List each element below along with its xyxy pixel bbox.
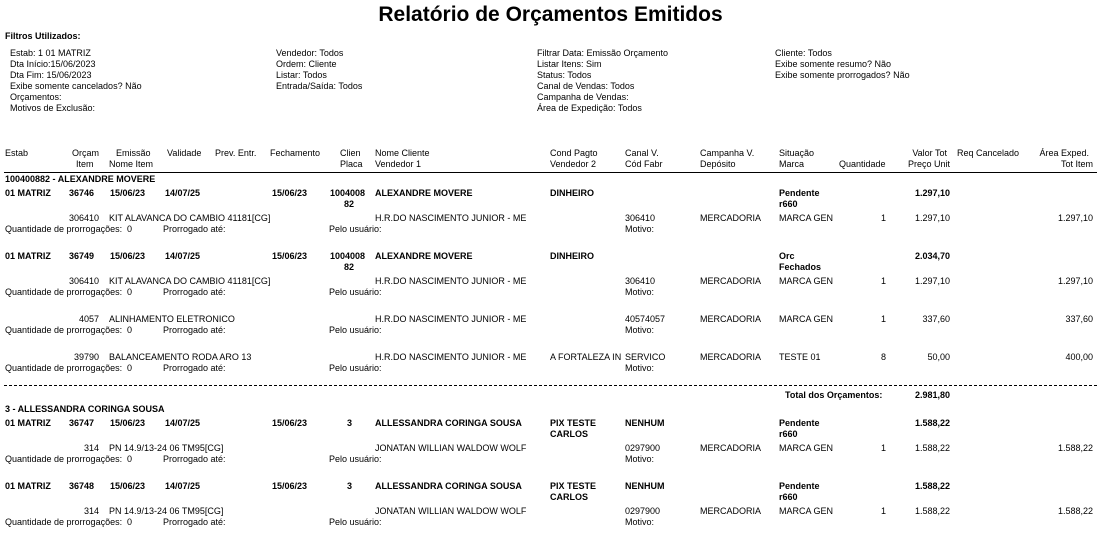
quote-emissao: 15/06/23 bbox=[110, 251, 146, 261]
item-deposito: MERCADORIA bbox=[700, 352, 762, 362]
quote-placa: 82 bbox=[344, 262, 355, 272]
pelo-usuario-label: Pelo usuário: bbox=[329, 454, 382, 464]
quote-estab: 01 MATRIZ bbox=[5, 188, 51, 198]
prorrogado-ate-label: Prorrogado até: bbox=[163, 363, 226, 373]
filter-line: Campanha de Vendas: bbox=[537, 92, 629, 102]
quote-cond-pagto: PIX TESTE bbox=[550, 418, 597, 428]
item-marca: TESTE 01 bbox=[779, 352, 821, 362]
motivo-label: Motivo: bbox=[625, 287, 655, 297]
item-code: 39790 bbox=[73, 352, 99, 362]
header-vendedor2: Vendedor 2 bbox=[550, 159, 597, 169]
item-cod-fabr: 0297900 bbox=[625, 443, 661, 453]
prorrog-count: 0 bbox=[127, 325, 133, 335]
quote-number: 36749 bbox=[69, 251, 95, 261]
filter-line: Entrada/Saída: Todos bbox=[276, 81, 363, 91]
quote-total-value: 1.588,22 bbox=[914, 481, 950, 491]
prorrog-label: Quantidade de prorrogações: bbox=[5, 454, 123, 464]
quote-validade: 14/07/25 bbox=[165, 418, 201, 428]
motivo-label: Motivo: bbox=[625, 517, 655, 527]
quote-client-code: 3 bbox=[347, 481, 353, 491]
prorrogado-ate-label: Prorrogado até: bbox=[163, 325, 226, 335]
header-quantidade: Quantidade bbox=[839, 159, 886, 169]
quote-estab: 01 MATRIZ bbox=[5, 481, 51, 491]
quote-cond-pagto-2: CARLOS bbox=[550, 492, 588, 502]
quote-client-code: 3 bbox=[347, 418, 353, 428]
item-cod-fabr: 0297900 bbox=[625, 506, 661, 516]
filter-line: Orçamentos: bbox=[10, 92, 62, 102]
quote-cond-pagto: DINHEIRO bbox=[550, 251, 595, 261]
header-valor-tot: Valor Tot bbox=[912, 148, 947, 158]
quote-number: 36746 bbox=[69, 188, 95, 198]
pelo-usuario-label: Pelo usuário: bbox=[329, 325, 382, 335]
item-code: 306410 bbox=[68, 213, 99, 223]
item-deposito: MERCADORIA bbox=[700, 506, 762, 516]
header-canal: Canal V. bbox=[625, 148, 659, 158]
item-vendedor: JONATAN WILLIAN WALDOW WOLF bbox=[375, 506, 527, 516]
client-group-heading: 3 - ALLESSANDRA CORINGA SOUSA bbox=[5, 404, 165, 414]
item-cod-fabr: 306410 bbox=[625, 213, 656, 223]
header-fechamento: Fechamento bbox=[270, 148, 321, 158]
header-divider bbox=[4, 172, 1097, 173]
item-total: 400,00 bbox=[1065, 352, 1093, 362]
item-total: 1.588,22 bbox=[1057, 506, 1093, 516]
item-total: 337,60 bbox=[1065, 314, 1093, 324]
item-unit-price: 1.588,22 bbox=[914, 443, 950, 453]
quote-canal: NENHUM bbox=[625, 481, 665, 491]
filter-line: Listar: Todos bbox=[276, 70, 327, 80]
item-code: 306410 bbox=[68, 276, 99, 286]
item-unit-price: 1.588,22 bbox=[914, 506, 950, 516]
item-deposito: MERCADORIA bbox=[700, 213, 762, 223]
quote-client-code: 1004008 bbox=[330, 251, 366, 261]
item-cod-fabr: SERVICO bbox=[625, 352, 666, 362]
header-prev-entr: Prev. Entr. bbox=[215, 148, 257, 158]
quote-fechamento: 15/06/23 bbox=[272, 481, 308, 491]
item-quantity: 8 bbox=[880, 352, 886, 362]
quote-status: Orc bbox=[779, 251, 795, 261]
filter-line: Canal de Vendas: Todos bbox=[537, 81, 635, 91]
quote-estab: 01 MATRIZ bbox=[5, 418, 51, 428]
quote-emissao: 15/06/23 bbox=[110, 188, 146, 198]
item-code: 314 bbox=[83, 443, 99, 453]
header-nome-item: Nome Item bbox=[109, 159, 154, 169]
pelo-usuario-label: Pelo usuário: bbox=[329, 287, 382, 297]
filter-line: Cliente: Todos bbox=[775, 48, 832, 58]
item-deposito: MERCADORIA bbox=[700, 443, 762, 453]
quote-fechamento: 15/06/23 bbox=[272, 251, 308, 261]
item-cod-fabr: 306410 bbox=[625, 276, 656, 286]
motivo-label: Motivo: bbox=[625, 454, 655, 464]
prorrog-count: 0 bbox=[127, 517, 133, 527]
filter-line: Ordem: Cliente bbox=[276, 59, 337, 69]
pelo-usuario-label: Pelo usuário: bbox=[329, 224, 382, 234]
prorrog-count: 0 bbox=[127, 363, 133, 373]
item-marca: MARCA GEN bbox=[779, 213, 834, 223]
quote-canal: NENHUM bbox=[625, 418, 665, 428]
header-campanha: Campanha V. bbox=[700, 148, 755, 158]
quote-status: Pendente bbox=[779, 481, 820, 491]
item-vendedor: H.R.DO NASCIMENTO JUNIOR - ME bbox=[375, 276, 527, 286]
filters-heading: Filtros Utilizados: bbox=[5, 31, 81, 41]
report-title: Relatório de Orçamentos Emitidos bbox=[378, 3, 723, 26]
quote-status-2: r660 bbox=[779, 199, 798, 209]
item-vendedor: H.R.DO NASCIMENTO JUNIOR - ME bbox=[375, 213, 527, 223]
quote-cond-pagto: DINHEIRO bbox=[550, 188, 595, 198]
quote-status: Pendente bbox=[779, 188, 820, 198]
item-unit-price: 1.297,10 bbox=[914, 276, 950, 286]
prorrogado-ate-label: Prorrogado até: bbox=[163, 224, 226, 234]
filter-line: Exibe somente resumo? Não bbox=[775, 59, 892, 69]
motivo-label: Motivo: bbox=[625, 363, 655, 373]
prorrog-label: Quantidade de prorrogações: bbox=[5, 517, 123, 527]
prorrog-count: 0 bbox=[127, 454, 133, 464]
filter-line: Dta Fim: 15/06/2023 bbox=[10, 70, 92, 80]
header-area-exped: Área Exped. bbox=[1039, 148, 1089, 158]
quote-cond-pagto-2: CARLOS bbox=[550, 429, 588, 439]
item-name: BALANCEAMENTO RODA ARO 13 bbox=[109, 352, 252, 362]
quote-client-code: 1004008 bbox=[330, 188, 366, 198]
item-unit-price: 1.297,10 bbox=[914, 213, 950, 223]
header-req-cancelado: Req Cancelado bbox=[957, 148, 1020, 158]
quote-emissao: 15/06/23 bbox=[110, 418, 146, 428]
item-deposito: MERCADORIA bbox=[700, 276, 762, 286]
quote-fechamento: 15/06/23 bbox=[272, 418, 308, 428]
header-placa: Placa bbox=[340, 159, 363, 169]
header-orcam: Orçam bbox=[72, 148, 99, 158]
header-estab: Estab bbox=[5, 148, 29, 158]
item-total: 1.297,10 bbox=[1057, 276, 1093, 286]
group-total-value: 2.981,80 bbox=[914, 390, 950, 400]
header-situacao: Situação bbox=[779, 148, 815, 158]
filter-line: Estab: 1 01 MATRIZ bbox=[10, 48, 91, 58]
item-name: KIT ALAVANCA DO CAMBIO 41181[CG] bbox=[109, 213, 271, 223]
header-marca: Marca bbox=[779, 159, 805, 169]
prorrogado-ate-label: Prorrogado até: bbox=[163, 517, 226, 527]
filter-line: Área de Expedição: Todos bbox=[537, 103, 642, 113]
item-unit-price: 50,00 bbox=[927, 352, 950, 362]
total-label: Total dos Orçamentos: bbox=[785, 390, 883, 400]
item-total: 1.297,10 bbox=[1057, 213, 1093, 223]
quote-client-name: ALEXANDRE MOVERE bbox=[375, 251, 473, 261]
header-cond-pagto: Cond Pagto bbox=[550, 148, 598, 158]
filter-line: Vendedor: Todos bbox=[276, 48, 344, 58]
prorrogado-ate-label: Prorrogado até: bbox=[163, 287, 226, 297]
quote-validade: 14/07/25 bbox=[165, 188, 201, 198]
item-cod-fabr: 40574057 bbox=[625, 314, 666, 324]
item-marca: MARCA GEN bbox=[779, 276, 834, 286]
quote-validade: 14/07/25 bbox=[165, 251, 201, 261]
quote-status-2: r660 bbox=[779, 492, 798, 502]
quote-cond-pagto: PIX TESTE bbox=[550, 481, 597, 491]
item-marca: MARCA GEN bbox=[779, 314, 834, 324]
item-vendedor: JONATAN WILLIAN WALDOW WOLF bbox=[375, 443, 527, 453]
filter-line: Status: Todos bbox=[537, 70, 592, 80]
prorrog-count: 0 bbox=[127, 287, 133, 297]
item-marca: MARCA GEN bbox=[779, 443, 834, 453]
quote-fechamento: 15/06/23 bbox=[272, 188, 308, 198]
motivo-label: Motivo: bbox=[625, 325, 655, 335]
filter-line: Filtrar Data: Emissão Orçamento bbox=[537, 48, 669, 58]
filter-line: Listar Itens: Sim bbox=[537, 59, 602, 69]
quote-client-name: ALEXANDRE MOVERE bbox=[375, 188, 473, 198]
header-emissao: Emissão bbox=[116, 148, 151, 158]
quote-validade: 14/07/25 bbox=[165, 481, 201, 491]
prorrog-label: Quantidade de prorrogações: bbox=[5, 224, 123, 234]
client-group-heading: 100400882 - ALEXANDRE MOVERE bbox=[5, 174, 156, 184]
quote-client-name: ALLESSANDRA CORINGA SOUSA bbox=[375, 418, 522, 428]
item-marca: MARCA GEN bbox=[779, 506, 834, 516]
quote-number: 36748 bbox=[69, 481, 95, 491]
item-name: PN 14.9/13-24 06 TM95[CG] bbox=[109, 506, 224, 516]
quote-placa: 82 bbox=[344, 199, 355, 209]
item-deposito: MERCADORIA bbox=[700, 314, 762, 324]
header-nome-cliente: Nome Cliente bbox=[375, 148, 430, 158]
header-vendedor1: Vendedor 1 bbox=[375, 159, 422, 169]
filter-line: Dta Início:15/06/2023 bbox=[10, 59, 96, 69]
quote-status-2: r660 bbox=[779, 429, 798, 439]
header-preco-unit: Preço Unit bbox=[907, 159, 950, 169]
item-total: 1.588,22 bbox=[1057, 443, 1093, 453]
item-code: 314 bbox=[83, 506, 99, 516]
quote-status-2: Fechados bbox=[779, 262, 822, 272]
quote-total-value: 2.034,70 bbox=[914, 251, 950, 261]
item-vendedor: H.R.DO NASCIMENTO JUNIOR - ME bbox=[375, 314, 527, 324]
item-code: 4057 bbox=[78, 314, 99, 324]
dashed-separator bbox=[4, 385, 1097, 386]
pelo-usuario-label: Pelo usuário: bbox=[329, 517, 382, 527]
item-name: KIT ALAVANCA DO CAMBIO 41181[CG] bbox=[109, 276, 271, 286]
item-name: PN 14.9/13-24 06 TM95[CG] bbox=[109, 443, 224, 453]
prorrogado-ate-label: Prorrogado até: bbox=[163, 454, 226, 464]
item-quantity: 1 bbox=[880, 276, 886, 286]
item-vendedor2: A FORTALEZA IN bbox=[550, 352, 622, 362]
item-unit-price: 337,60 bbox=[922, 314, 950, 324]
item-quantity: 1 bbox=[880, 506, 886, 516]
item-quantity: 1 bbox=[880, 213, 886, 223]
quote-client-name: ALLESSANDRA CORINGA SOUSA bbox=[375, 481, 522, 491]
item-quantity: 1 bbox=[880, 314, 886, 324]
prorrog-label: Quantidade de prorrogações: bbox=[5, 363, 123, 373]
quote-estab: 01 MATRIZ bbox=[5, 251, 51, 261]
quote-status: Pendente bbox=[779, 418, 820, 428]
item-name: ALINHAMENTO ELETRONICO bbox=[109, 314, 235, 324]
item-vendedor: H.R.DO NASCIMENTO JUNIOR - ME bbox=[375, 352, 527, 362]
item-quantity: 1 bbox=[880, 443, 886, 453]
prorrog-count: 0 bbox=[127, 224, 133, 234]
filter-line: Motivos de Exclusão: bbox=[10, 103, 96, 113]
header-clien: Clien bbox=[340, 148, 361, 158]
pelo-usuario-label: Pelo usuário: bbox=[329, 363, 382, 373]
prorrog-label: Quantidade de prorrogações: bbox=[5, 325, 123, 335]
quote-emissao: 15/06/23 bbox=[110, 481, 146, 491]
header-item: Item bbox=[76, 159, 94, 169]
header-cod-fabr: Cód Fabr bbox=[625, 159, 663, 169]
header-deposito: Depósito bbox=[700, 159, 736, 169]
quote-number: 36747 bbox=[69, 418, 95, 428]
motivo-label: Motivo: bbox=[625, 224, 655, 234]
filter-line: Exibe somente cancelados? Não bbox=[10, 81, 142, 91]
header-validade: Validade bbox=[167, 148, 202, 158]
quote-total-value: 1.588,22 bbox=[914, 418, 950, 428]
header-tot-item: Tot Item bbox=[1060, 159, 1093, 169]
prorrog-label: Quantidade de prorrogações: bbox=[5, 287, 123, 297]
quote-total-value: 1.297,10 bbox=[914, 188, 950, 198]
filter-line: Exibe somente prorrogados? Não bbox=[775, 70, 910, 80]
